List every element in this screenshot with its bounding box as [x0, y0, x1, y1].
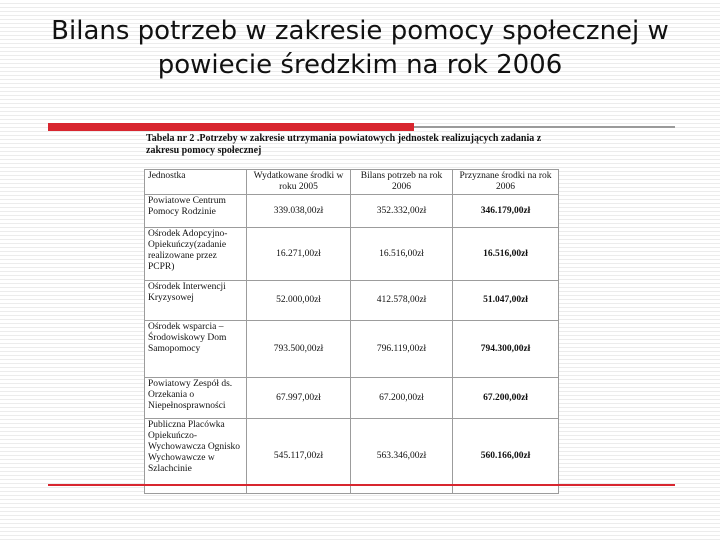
unit-name: Powiatowy Zespół ds. Orzekania o Niepełnosprawności	[145, 378, 247, 419]
unit-name: Ośrodek Adopcyjno-Opiekuńczy(zadanie realizowane przez PCPR)	[145, 228, 247, 281]
table-row	[145, 321, 559, 378]
granted-2006-value: 51.047,00zł	[453, 281, 559, 321]
table-row	[145, 195, 559, 228]
spent-2005-value: 52.000,00zł	[247, 281, 351, 321]
bottom-divider	[48, 484, 675, 486]
needs-2006-value: 563.346,00zł	[351, 419, 453, 494]
granted-2006-value: 794.300,00zł	[453, 321, 559, 378]
granted-2006-value: 16.516,00zł	[453, 228, 559, 281]
spent-2005-value: 67.997,00zł	[247, 378, 351, 419]
slide-title: Bilans potrzeb w zakresie pomocy społecznej w powiecie średzkim na rok 2006	[51, 16, 669, 80]
header-unit: Jednostka	[145, 170, 247, 195]
spent-2005-value: 16.271,00zł	[247, 228, 351, 281]
table-row	[145, 419, 559, 494]
unit-name: Ośrodek wsparcia – Środowiskowy Dom Samopomocy	[145, 321, 247, 378]
spent-2005-value: 545.117,00zł	[247, 419, 351, 494]
title-divider-gray	[414, 126, 675, 128]
unit-name: Ośrodek Interwencji Kryzysowej	[145, 281, 247, 321]
table-row	[145, 228, 559, 281]
header-spent-2005: Wydatkowane środki w roku 2005	[247, 170, 351, 195]
needs-2006-value: 412.578,00zł	[351, 281, 453, 321]
needs-2006-value: 16.516,00zł	[351, 228, 453, 281]
unit-name: Powiatowe Centrum Pomocy Rodzinie	[145, 195, 247, 228]
needs-table	[144, 169, 559, 494]
needs-2006-value: 796.119,00zł	[351, 321, 453, 378]
needs-2006-value: 352.332,00zł	[351, 195, 453, 228]
title-divider-red	[48, 123, 414, 131]
granted-2006-value: 346.179,00zł	[453, 195, 559, 228]
granted-2006-value: 560.166,00zł	[453, 419, 559, 494]
header-granted-2006: Przyznane środki na rok 2006	[453, 170, 559, 195]
spent-2005-value: 339.038,00zł	[247, 195, 351, 228]
table-row	[145, 281, 559, 321]
table-header-row	[145, 170, 559, 195]
table-caption: Tabela nr 2 .Potrzeby w zakresie utrzymania powiatowych jednostek realizujących zadania z zakresu pomocy społecznej	[146, 133, 542, 156]
needs-2006-value: 67.200,00zł	[351, 378, 453, 419]
spent-2005-value: 793.500,00zł	[247, 321, 351, 378]
table-row	[145, 378, 559, 419]
granted-2006-value: 67.200,00zł	[453, 378, 559, 419]
header-needs-2006: Bilans potrzeb na rok 2006	[351, 170, 453, 195]
unit-name: Publiczna Placówka Opiekuńczo-Wychowawcza Ognisko Wychowawcze w Szlachcinie	[145, 419, 247, 494]
